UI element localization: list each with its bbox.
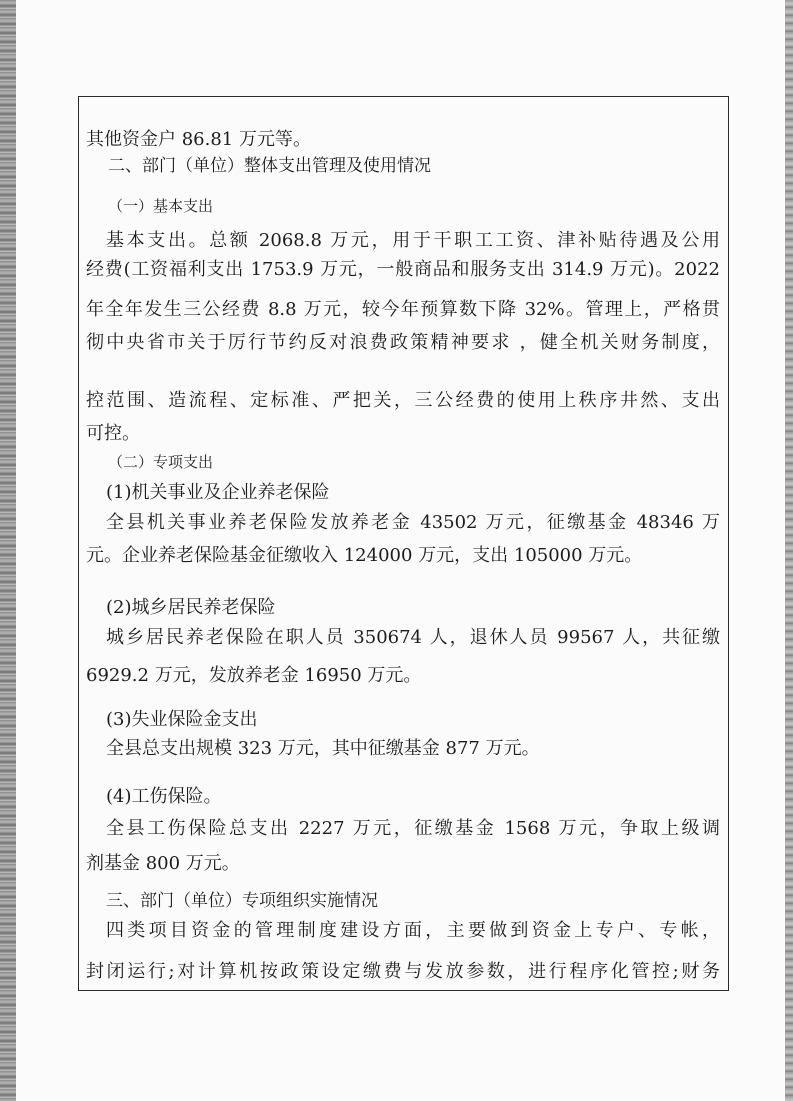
text-line-12: 全县机关事业养老保险发放养老金 43502 万元，征缴基金 48346 万	[106, 512, 720, 533]
item-heading-1: (1)机关事业及企业养老保险	[106, 482, 330, 503]
text-line-6: 年全年发生三公经费 8.8 万元，较今年预算数下降 32%。管理上，严格贯	[86, 299, 720, 320]
text-line-5: 经费(工资福利支出 1753.9 万元，一般商品和服务支出 314.9 万元)。2022	[86, 259, 720, 280]
text-line-23: 四类项目资金的管理制度建设方面，主要做到资金上专户、专帐，	[106, 920, 720, 941]
subsection-heading-basic: （一）基本支出	[108, 197, 214, 215]
text-line-24: 封闭运行;对计算机按政策设定缴费与发放参数，进行程序化管控;财务	[86, 961, 720, 982]
text-line-1: 其他资金户 86.81 万元等。	[86, 129, 311, 150]
text-line-15: 城乡居民养老保险在职人员 350674 人，退休人员 99567 人，共征缴	[106, 627, 720, 648]
text-line-8: 控范围、造流程、定标准、严把关，三公经费的使用上秩序井然、支出	[86, 390, 720, 411]
text-line-13: 元。企业养老保险基金征缴收入 124000 万元，支出 105000 万元。	[86, 545, 643, 566]
section-heading-3: 三、部门（单位）专项组织实施情况	[106, 891, 378, 911]
subsection-heading-special: （二）专项支出	[108, 453, 214, 471]
text-line-9: 可控。	[86, 423, 140, 444]
scan-edge-right	[785, 0, 793, 1101]
section-heading-2: 二、部门（单位）整体支出管理及使用情况	[108, 156, 431, 176]
text-line-18: 全县总支出规模 323 万元，其中征缴基金 877 万元。	[106, 738, 540, 759]
item-heading-4: (4)工伤保险。	[106, 786, 222, 807]
text-line-21: 剂基金 800 万元。	[86, 853, 240, 874]
text-line-20: 全县工伤保险总支出 2227 万元，征缴基金 1568 万元，争取上级调	[106, 818, 720, 839]
item-heading-3: (3)失业保险金支出	[106, 709, 258, 730]
text-line-16: 6929.2 万元，发放养老金 16950 万元。	[86, 665, 422, 686]
item-heading-2: (2)城乡居民养老保险	[106, 597, 276, 618]
text-line-4: 基本支出。总额 2068.8 万元，用于干职工工资、津补贴待遇及公用	[106, 230, 720, 251]
scan-edge-left	[0, 0, 16, 1101]
text-line-7: 彻中央省市关于厉行节约反对浪费政策精神要求 ，健全机关财务制度，	[86, 332, 720, 353]
